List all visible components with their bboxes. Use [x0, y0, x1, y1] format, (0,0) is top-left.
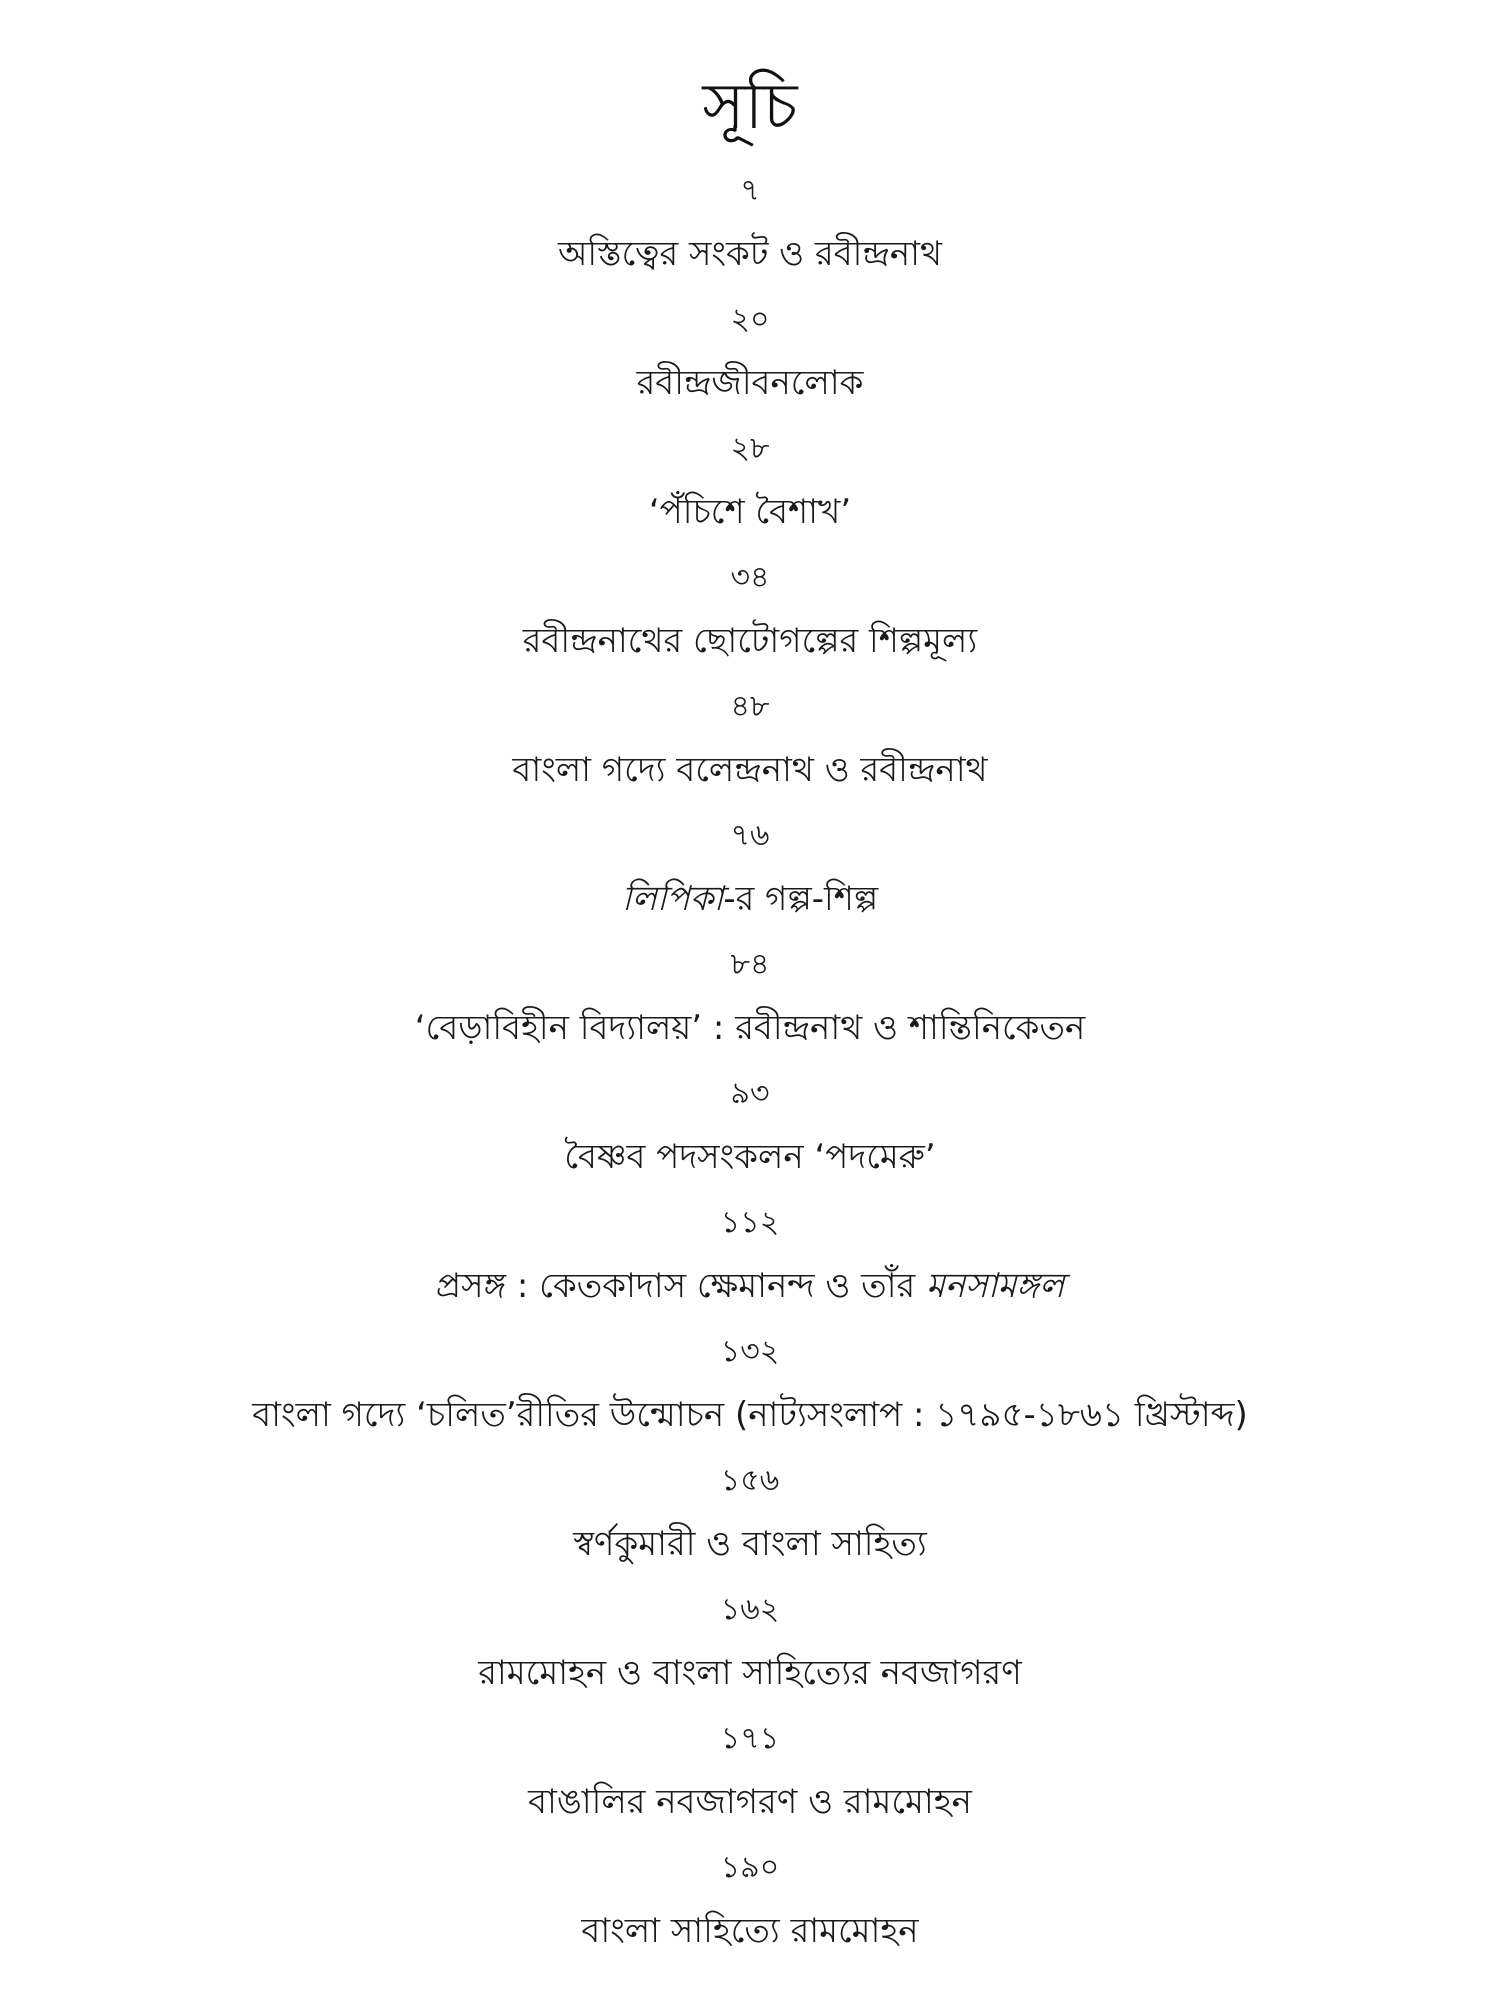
entry-title: রবীন্দ্রনাথের ছোটোগল্পের শিল্পমূল্য: [522, 621, 978, 661]
entry-title: বাংলা সাহিত্যে রামমোহন: [581, 1911, 919, 1951]
toc-entry: [0, 555, 1500, 684]
page-number: ২৮: [730, 431, 770, 466]
page-number: ১৯০: [720, 1850, 780, 1885]
entry-title: অস্তিত্বের সংকট ও রবীন্দ্রনাথ: [557, 234, 943, 274]
page-title: সূচি: [702, 70, 798, 144]
page-number: ২০: [730, 302, 770, 337]
toc-list: [0, 168, 1500, 1974]
page-number: ৭৬: [730, 818, 770, 853]
toc-entry: [0, 813, 1500, 942]
entry-title: স্বর্ণকুমারী ও বাংলা সাহিত্য: [573, 1524, 927, 1564]
entry-title: বাংলা গদ্যে ‘চলিত’রীতির উন্মোচন (নাট্যসংলাপ : ১৭৯৫-১৮৬১ খ্রিস্টাব্দ): [252, 1395, 1248, 1435]
toc-entry: [0, 426, 1500, 555]
toc-entry: [0, 684, 1500, 813]
entry-title: [0, 869, 1500, 929]
toc-entry: [0, 1845, 1500, 1974]
page-number: ১৬২: [720, 1592, 780, 1627]
toc-entry: [0, 1716, 1500, 1845]
page-number: ১৭১: [720, 1721, 780, 1756]
toc-entry: [0, 1200, 1500, 1329]
page-number: ১১২: [720, 1205, 780, 1240]
entry-title: রামমোহন ও বাংলা সাহিত্যের নবজাগরণ: [478, 1653, 1022, 1693]
entry-title: [0, 1256, 1500, 1316]
toc-entry: [0, 942, 1500, 1071]
entry-title-lead: প্রসঙ্গ : কেতকাদাস ক্ষেমানন্দ ও তাঁর: [435, 1266, 927, 1306]
page-number: ৩৪: [730, 560, 770, 595]
toc-entry: [0, 168, 1500, 297]
entry-title: ‘বেড়াবিহীন বিদ্যালয়’ : রবীন্দ্রনাথ ও শান্তিনিকেতন: [414, 1008, 1086, 1048]
page-number: ৭: [740, 173, 760, 208]
entry-title-rest: -র গল্প-শিল্প: [723, 879, 879, 919]
page-number: ১৩২: [720, 1334, 780, 1369]
toc-entry: [0, 1458, 1500, 1587]
toc-entry: [0, 297, 1500, 426]
entry-title: বৈষ্ণব পদসংকলন ‘পদমেরু’: [564, 1137, 936, 1177]
page-number: ১৫৬: [720, 1463, 780, 1498]
entry-title: বাংলা গদ্যে বলেন্দ্রনাথ ও রবীন্দ্রনাথ: [512, 750, 988, 790]
entry-title-italic: মনসামঙ্গল: [926, 1266, 1065, 1306]
entry-title-italic: লিপিকা: [621, 879, 724, 919]
page-number: ৯৩: [730, 1076, 770, 1111]
toc-entry: [0, 1587, 1500, 1716]
page-number: ৮৪: [730, 947, 770, 982]
entry-title: ‘পঁচিশে বৈশাখ’: [648, 492, 852, 532]
entry-title: রবীন্দ্রজীবনলোক: [636, 363, 864, 403]
page-number: ৪৮: [730, 689, 770, 724]
toc-entry: [0, 1071, 1500, 1200]
toc-entry: [0, 1329, 1500, 1458]
entry-title: বাঙালির নবজাগরণ ও রামমোহন: [528, 1782, 972, 1822]
